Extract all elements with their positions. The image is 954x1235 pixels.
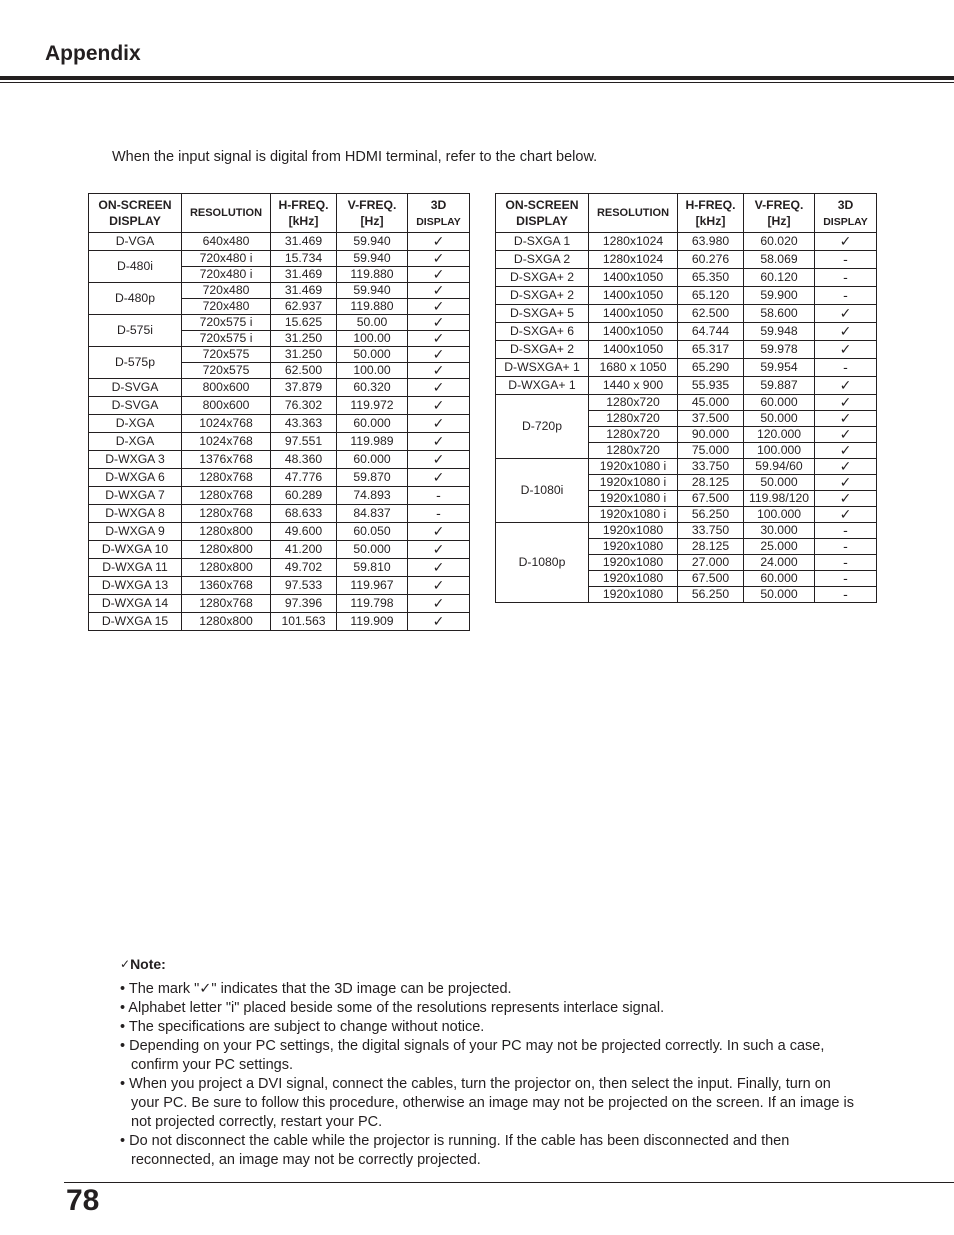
cell-vfreq: 50.00 <box>337 315 408 331</box>
cell-resolution: 720x575 <box>182 347 271 363</box>
cell-3d: ✓ <box>408 577 470 595</box>
cell-3d: ✓ <box>815 377 877 395</box>
cell-vfreq: 119.989 <box>337 433 408 451</box>
cell-hfreq: 60.276 <box>678 251 744 269</box>
header-display: ON-SCREEN DISPLAY <box>89 194 182 233</box>
cell-hfreq: 47.776 <box>271 469 337 487</box>
cell-vfreq: 50.000 <box>744 411 815 427</box>
cell-display: D-WXGA 6 <box>89 469 182 487</box>
cell-vfreq: 30.000 <box>744 523 815 539</box>
cell-hfreq: 64.744 <box>678 323 744 341</box>
cell-hfreq: 33.750 <box>678 523 744 539</box>
cell-resolution: 1920x1080 <box>589 523 678 539</box>
cell-3d: - <box>815 555 877 571</box>
cell-resolution: 1280x720 <box>589 395 678 411</box>
table-row <box>496 233 877 251</box>
table-row <box>89 469 470 487</box>
cell-resolution: 720x575 i <box>182 331 271 347</box>
page-title: Appendix <box>45 42 141 65</box>
cell-hfreq: 15.734 <box>271 251 337 267</box>
cell-resolution: 1920x1080 i <box>589 491 678 507</box>
table-row <box>89 595 470 613</box>
cell-hfreq: 62.500 <box>678 305 744 323</box>
table-header-row <box>89 194 470 233</box>
cell-display: D-XGA <box>89 415 182 433</box>
cell-resolution: 1680 x 1050 <box>589 359 678 377</box>
cell-display: D-575i <box>89 315 182 347</box>
note-item: • When you project a DVI signal, connect the cables, turn the projector on, then select the input. Finally, turn on your PC. Be sure to follow this procedure, otherwise an image may not be projected on the screen. If an image is not projected correctly, restart your PC. <box>120 1076 854 1130</box>
intro-text: When the input signal is digital from HDMI terminal, refer to the chart below. <box>112 149 598 165</box>
cell-display: D-1080p <box>496 523 589 603</box>
cell-vfreq: 59.940 <box>337 251 408 267</box>
cell-display: D-480p <box>89 283 182 315</box>
cell-resolution: 1400x1050 <box>589 269 678 287</box>
cell-3d: ✓ <box>815 507 877 523</box>
cell-display: D-WSXGA+ 1 <box>496 359 589 377</box>
cell-hfreq: 28.125 <box>678 475 744 491</box>
cell-3d: - <box>815 587 877 603</box>
table-row <box>89 559 470 577</box>
cell-vfreq: 60.320 <box>337 379 408 397</box>
cell-vfreq: 119.909 <box>337 613 408 631</box>
cell-vfreq: 25.000 <box>744 539 815 555</box>
cell-vfreq: 24.000 <box>744 555 815 571</box>
header-hfreq: H-FREQ. [kHz] <box>678 194 744 233</box>
cell-display: D-SXGA+ 2 <box>496 269 589 287</box>
table-row <box>496 287 877 305</box>
note-item: • The specifications are subject to change without notice. <box>120 1019 485 1035</box>
cell-display: D-XGA <box>89 433 182 451</box>
header-rule-thin <box>0 82 954 83</box>
cell-hfreq: 31.469 <box>271 283 337 299</box>
cell-vfreq: 60.000 <box>744 395 815 411</box>
cell-resolution: 1440 x 900 <box>589 377 678 395</box>
cell-vfreq: 100.000 <box>744 443 815 459</box>
cell-hfreq: 65.120 <box>678 287 744 305</box>
cell-3d: - <box>815 539 877 555</box>
table-row <box>496 523 877 539</box>
table-row <box>89 251 470 267</box>
cell-hfreq: 65.317 <box>678 341 744 359</box>
cell-resolution: 1920x1080 <box>589 571 678 587</box>
cell-vfreq: 58.600 <box>744 305 815 323</box>
cell-display: D-WXGA 7 <box>89 487 182 505</box>
table-row <box>496 251 877 269</box>
cell-hfreq: 33.750 <box>678 459 744 475</box>
table-row <box>496 377 877 395</box>
cell-resolution: 720x480 <box>182 283 271 299</box>
cell-vfreq: 59.900 <box>744 287 815 305</box>
cell-resolution: 1280x1024 <box>589 251 678 269</box>
cell-resolution: 720x575 <box>182 363 271 379</box>
cell-resolution: 1280x720 <box>589 443 678 459</box>
cell-resolution: 640x480 <box>182 233 271 251</box>
cell-display: D-SXGA+ 2 <box>496 341 589 359</box>
cell-hfreq: 56.250 <box>678 507 744 523</box>
cell-resolution: 1280x720 <box>589 427 678 443</box>
checkmark-icon: ✓ <box>120 957 131 971</box>
cell-vfreq: 50.000 <box>744 587 815 603</box>
cell-vfreq: 59.870 <box>337 469 408 487</box>
cell-vfreq: 100.00 <box>337 331 408 347</box>
cell-resolution: 1920x1080 i <box>589 475 678 491</box>
cell-resolution: 1280x720 <box>589 411 678 427</box>
cell-hfreq: 56.250 <box>678 587 744 603</box>
table-row <box>89 233 470 251</box>
cell-display: D-1080i <box>496 459 589 523</box>
table-row <box>496 395 877 411</box>
cell-vfreq: 59.94/60 <box>744 459 815 475</box>
cell-resolution: 1024x768 <box>182 433 271 451</box>
cell-vfreq: 60.020 <box>744 233 815 251</box>
cell-3d: ✓ <box>815 305 877 323</box>
table-header-row <box>496 194 877 233</box>
cell-resolution: 1280x800 <box>182 541 271 559</box>
table-row <box>89 523 470 541</box>
header-vfreq: V-FREQ. [Hz] <box>337 194 408 233</box>
cell-resolution: 1280x768 <box>182 595 271 613</box>
table-row <box>89 613 470 631</box>
cell-resolution: 1920x1080 <box>589 539 678 555</box>
header-3d: 3D DISPLAY <box>815 194 877 233</box>
cell-hfreq: 31.250 <box>271 347 337 363</box>
cell-display: D-VGA <box>89 233 182 251</box>
cell-3d: ✓ <box>815 341 877 359</box>
table-row <box>89 487 470 505</box>
cell-resolution: 1400x1050 <box>589 341 678 359</box>
cell-hfreq: 31.469 <box>271 267 337 283</box>
cell-vfreq: 50.000 <box>337 541 408 559</box>
cell-vfreq: 119.98/120 <box>744 491 815 507</box>
cell-resolution: 1280x768 <box>182 469 271 487</box>
cell-vfreq: 120.000 <box>744 427 815 443</box>
cell-hfreq: 49.702 <box>271 559 337 577</box>
cell-resolution: 1400x1050 <box>589 287 678 305</box>
table-row <box>496 341 877 359</box>
cell-display: D-WXGA 10 <box>89 541 182 559</box>
cell-vfreq: 59.887 <box>744 377 815 395</box>
cell-resolution: 1280x800 <box>182 613 271 631</box>
cell-3d: ✓ <box>815 323 877 341</box>
cell-vfreq: 119.798 <box>337 595 408 613</box>
cell-vfreq: 59.954 <box>744 359 815 377</box>
cell-resolution: 720x480 i <box>182 251 271 267</box>
cell-hfreq: 45.000 <box>678 395 744 411</box>
cell-hfreq: 49.600 <box>271 523 337 541</box>
cell-hfreq: 97.551 <box>271 433 337 451</box>
cell-resolution: 720x480 i <box>182 267 271 283</box>
cell-hfreq: 62.937 <box>271 299 337 315</box>
cell-3d: ✓ <box>408 331 470 347</box>
cell-vfreq: 60.000 <box>337 451 408 469</box>
table-row <box>89 315 470 331</box>
table-row <box>496 323 877 341</box>
cell-vfreq: 100.00 <box>337 363 408 379</box>
cell-vfreq: 59.978 <box>744 341 815 359</box>
cell-resolution: 800x600 <box>182 379 271 397</box>
cell-hfreq: 68.633 <box>271 505 337 523</box>
cell-resolution: 1400x1050 <box>589 305 678 323</box>
cell-3d: ✓ <box>408 559 470 577</box>
cell-display: D-SXGA+ 6 <box>496 323 589 341</box>
header-resolution: RESOLUTION <box>589 194 678 233</box>
note-heading: ✓Note: <box>120 956 166 972</box>
cell-display: D-WXGA 3 <box>89 451 182 469</box>
cell-3d: ✓ <box>408 233 470 251</box>
cell-resolution: 1920x1080 i <box>589 507 678 523</box>
cell-hfreq: 31.250 <box>271 331 337 347</box>
cell-3d: ✓ <box>408 415 470 433</box>
cell-display: D-720p <box>496 395 589 459</box>
header-resolution: RESOLUTION <box>182 194 271 233</box>
cell-resolution: 1360x768 <box>182 577 271 595</box>
cell-3d: ✓ <box>408 595 470 613</box>
cell-vfreq: 119.972 <box>337 397 408 415</box>
cell-vfreq: 60.000 <box>337 415 408 433</box>
cell-display: D-WXGA+ 1 <box>496 377 589 395</box>
cell-hfreq: 97.396 <box>271 595 337 613</box>
cell-3d: - <box>408 505 470 523</box>
cell-vfreq: 50.000 <box>337 347 408 363</box>
cell-resolution: 1920x1080 i <box>589 459 678 475</box>
cell-resolution: 1400x1050 <box>589 323 678 341</box>
cell-3d: ✓ <box>408 451 470 469</box>
footer-rule <box>64 1182 954 1183</box>
cell-vfreq: 59.810 <box>337 559 408 577</box>
cell-display: D-SXGA+ 2 <box>496 287 589 305</box>
cell-display: D-WXGA 15 <box>89 613 182 631</box>
cell-vfreq: 84.837 <box>337 505 408 523</box>
cell-hfreq: 15.625 <box>271 315 337 331</box>
cell-3d: ✓ <box>815 475 877 491</box>
cell-3d: ✓ <box>815 459 877 475</box>
cell-vfreq: 119.880 <box>337 299 408 315</box>
cell-hfreq: 67.500 <box>678 571 744 587</box>
cell-resolution: 1280x1024 <box>589 233 678 251</box>
cell-3d: ✓ <box>408 315 470 331</box>
cell-hfreq: 76.302 <box>271 397 337 415</box>
cell-vfreq: 60.120 <box>744 269 815 287</box>
cell-3d: - <box>815 571 877 587</box>
header-3d: 3D DISPLAY <box>408 194 470 233</box>
cell-3d: ✓ <box>815 491 877 507</box>
cell-hfreq: 55.935 <box>678 377 744 395</box>
cell-3d: ✓ <box>408 469 470 487</box>
cell-3d: ✓ <box>408 397 470 415</box>
note-item: • Do not disconnect the cable while the projector is running. If the cable has been disconnected and then reconnected, an image may not be correctly projected. <box>120 1133 790 1168</box>
cell-3d: ✓ <box>408 251 470 267</box>
cell-hfreq: 37.879 <box>271 379 337 397</box>
cell-hfreq: 90.000 <box>678 427 744 443</box>
cell-3d: ✓ <box>408 523 470 541</box>
cell-vfreq: 59.940 <box>337 233 408 251</box>
cell-display: D-SVGA <box>89 379 182 397</box>
cell-vfreq: 119.967 <box>337 577 408 595</box>
table-row <box>89 451 470 469</box>
cell-3d: ✓ <box>815 411 877 427</box>
cell-resolution: 800x600 <box>182 397 271 415</box>
cell-resolution: 1280x768 <box>182 505 271 523</box>
cell-3d: ✓ <box>408 541 470 559</box>
cell-display: D-575p <box>89 347 182 379</box>
table-row <box>89 379 470 397</box>
cell-display: D-WXGA 11 <box>89 559 182 577</box>
table-row <box>496 459 877 475</box>
header-display: ON-SCREEN DISPLAY <box>496 194 589 233</box>
cell-3d: ✓ <box>408 613 470 631</box>
table-row <box>89 283 470 299</box>
cell-vfreq: 59.940 <box>337 283 408 299</box>
cell-resolution: 1376x768 <box>182 451 271 469</box>
cell-3d: ✓ <box>408 347 470 363</box>
cell-3d: ✓ <box>408 379 470 397</box>
cell-display: D-WXGA 14 <box>89 595 182 613</box>
cell-resolution: 720x575 i <box>182 315 271 331</box>
table-row <box>89 433 470 451</box>
cell-3d: ✓ <box>408 433 470 451</box>
cell-hfreq: 65.290 <box>678 359 744 377</box>
cell-display: D-WXGA 13 <box>89 577 182 595</box>
cell-hfreq: 43.363 <box>271 415 337 433</box>
cell-hfreq: 31.469 <box>271 233 337 251</box>
cell-hfreq: 27.000 <box>678 555 744 571</box>
cell-display: D-480i <box>89 251 182 283</box>
table-row <box>89 541 470 559</box>
cell-vfreq: 59.948 <box>744 323 815 341</box>
signal-table-left <box>88 193 470 631</box>
table-row <box>89 347 470 363</box>
cell-vfreq: 74.893 <box>337 487 408 505</box>
cell-hfreq: 67.500 <box>678 491 744 507</box>
cell-vfreq: 58.069 <box>744 251 815 269</box>
cell-vfreq: 100.000 <box>744 507 815 523</box>
cell-3d: - <box>815 269 877 287</box>
cell-3d: - <box>815 287 877 305</box>
cell-3d: - <box>815 523 877 539</box>
cell-display: D-SXGA 2 <box>496 251 589 269</box>
cell-vfreq: 119.880 <box>337 267 408 283</box>
cell-resolution: 1280x800 <box>182 559 271 577</box>
cell-3d: - <box>815 359 877 377</box>
note-item: • Depending on your PC settings, the digital signals of your PC may not be projected correctly. In such a case, confirm your PC settings. <box>120 1038 825 1073</box>
cell-3d: ✓ <box>815 395 877 411</box>
table-row <box>496 359 877 377</box>
cell-hfreq: 97.533 <box>271 577 337 595</box>
cell-3d: ✓ <box>408 363 470 379</box>
cell-hfreq: 101.563 <box>271 613 337 631</box>
cell-hfreq: 63.980 <box>678 233 744 251</box>
cell-hfreq: 60.289 <box>271 487 337 505</box>
cell-3d: ✓ <box>815 443 877 459</box>
table-row <box>89 397 470 415</box>
table-row <box>496 269 877 287</box>
cell-vfreq: 60.050 <box>337 523 408 541</box>
table-row <box>89 505 470 523</box>
cell-hfreq: 75.000 <box>678 443 744 459</box>
table-row <box>89 577 470 595</box>
note-item: • Alphabet letter "i" placed beside some of the resolutions represents interlace signal. <box>120 1000 665 1016</box>
cell-vfreq: 60.000 <box>744 571 815 587</box>
cell-resolution: 1280x800 <box>182 523 271 541</box>
cell-resolution: 720x480 <box>182 299 271 315</box>
cell-display: D-SVGA <box>89 397 182 415</box>
cell-resolution: 1024x768 <box>182 415 271 433</box>
page-number: 78 <box>66 1184 100 1217</box>
cell-hfreq: 28.125 <box>678 539 744 555</box>
cell-hfreq: 37.500 <box>678 411 744 427</box>
cell-3d: ✓ <box>408 299 470 315</box>
table-row <box>89 415 470 433</box>
note-section <box>120 955 860 1170</box>
cell-3d: ✓ <box>815 233 877 251</box>
cell-display: D-WXGA 8 <box>89 505 182 523</box>
note-item: • The mark "✓" indicates that the 3D image can be projected. <box>120 981 512 997</box>
cell-display: D-WXGA 9 <box>89 523 182 541</box>
cell-resolution: 1280x768 <box>182 487 271 505</box>
cell-3d: - <box>408 487 470 505</box>
signal-table-right <box>495 193 877 603</box>
table-row <box>496 305 877 323</box>
header-rule <box>0 76 954 80</box>
header-vfreq: V-FREQ. [Hz] <box>744 194 815 233</box>
cell-hfreq: 48.360 <box>271 451 337 469</box>
cell-hfreq: 62.500 <box>271 363 337 379</box>
cell-hfreq: 41.200 <box>271 541 337 559</box>
cell-3d: ✓ <box>408 267 470 283</box>
cell-3d: ✓ <box>815 427 877 443</box>
cell-resolution: 1920x1080 <box>589 555 678 571</box>
note-list <box>120 980 860 1170</box>
cell-resolution: 1920x1080 <box>589 587 678 603</box>
cell-3d: - <box>815 251 877 269</box>
cell-vfreq: 50.000 <box>744 475 815 491</box>
cell-hfreq: 65.350 <box>678 269 744 287</box>
cell-display: D-SXGA 1 <box>496 233 589 251</box>
cell-3d: ✓ <box>408 283 470 299</box>
header-hfreq: H-FREQ. [kHz] <box>271 194 337 233</box>
cell-display: D-SXGA+ 5 <box>496 305 589 323</box>
